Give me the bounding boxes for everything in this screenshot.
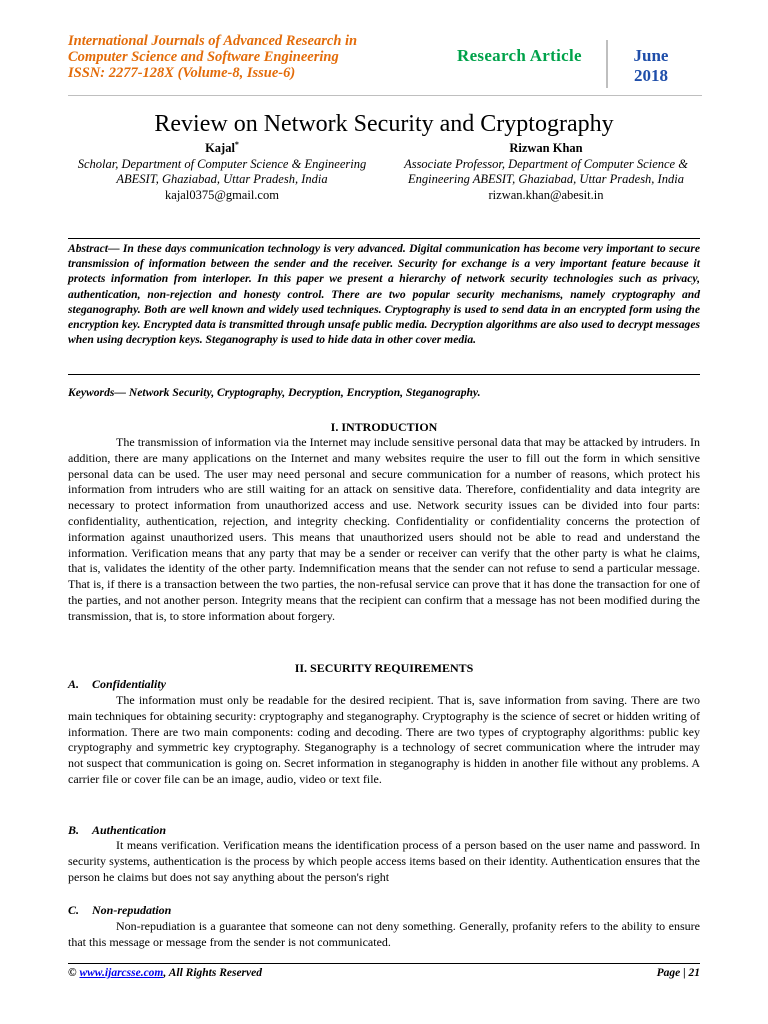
author-email: rizwan.khan@abesit.in <box>488 187 604 202</box>
abstract-top-rule <box>68 238 700 239</box>
footer-copyright: © www.ijarcsse.com, All Rights Reserved <box>68 967 262 979</box>
author-name: Rizwan Khan <box>509 141 583 155</box>
publication-month: June <box>633 46 669 65</box>
header-rule <box>68 95 702 96</box>
author-affiliation-2: ABESIT, Ghaziabad, Uttar Pradesh, India <box>116 172 328 186</box>
journal-line-1: International Journals of Advanced Research in <box>68 33 358 49</box>
author-block-1 <box>60 141 384 203</box>
section-heading-security-requirements: II. SECURITY REQUIREMENTS <box>294 661 474 675</box>
journal-issn: ISSN: 2277-128X (Volume-8, Issue-6) <box>68 65 296 81</box>
header-divider <box>606 40 608 88</box>
abstract-bottom-rule <box>68 374 700 375</box>
confidentiality-paragraph: The information must only be readable for the desired recipient. That is, save information from saving. There are two main techniques for obtaining security: cryptography and steganography. Cryptography is the science of secret or hidden writing of information. There are two main components: coding and decoding. There are two types of cryptography algorithms: public key cryptography and symmetric key cryptography. Steganography is a technology of secret communication where the intruder may not suspect that communication is going on. Secret information in steganography is hidden in another file without any problems. A carrier file or cover file can be an image, audio, video or text file. <box>68 693 700 786</box>
abstract <box>68 241 700 347</box>
paper-title: Review on Network Security and Cryptography <box>154 111 614 137</box>
publication-year: 2018 <box>634 66 668 85</box>
abstract-text: In these days communication technology is very advanced. Digital communication has become very important to secure transmission of information between the sender and the receiver. Security for exchange is a very important feature because it protects information from interloper. In this paper we present a hierarchy of network security technologies such as privacy, authentication, non-rejection and honesty control. There are two popular security mechanisms, namely cryptography and steganography. Both are well known and widely used techniques. Cryptography is used to send data in an encrypted form using the encryption key. Encrypted data is transmitted through unsafe public media. Decryption algorithms are also used to decrypt messages when using decryption keys. Steganography is used to hide data in other cover media. <box>68 242 700 347</box>
non-repudation-paragraph: Non-repudiation is a guarantee that someone can not deny something. Generally, profanity refers to the ability to ensure that this message or message from the sender is not communicated. <box>68 919 700 949</box>
section-heading-introduction: I. INTRODUCTION <box>330 420 438 434</box>
publication-date <box>612 46 690 86</box>
keywords: Keywords— Network Security, Cryptography, Decryption, Encryption, Steganography. <box>68 386 481 399</box>
author-affiliation-1: Scholar, Department of Computer Science & Engineering <box>77 156 367 171</box>
journal-name <box>68 33 408 81</box>
author-name: Kajal* <box>205 139 239 155</box>
abstract-label: Abstract— <box>68 242 120 255</box>
author-affiliation-1: Associate Professor, Department of Computer Science & <box>404 156 688 171</box>
subsection-heading-non-repudation: C. Non-repudation <box>68 903 172 917</box>
footer-rule <box>68 963 700 964</box>
article-type: Research Article <box>457 46 582 65</box>
author-affiliation-2: Engineering ABESIT, Ghaziabad, Uttar Pradesh, India <box>408 172 684 186</box>
author-block-2 <box>384 141 708 203</box>
introduction-paragraph: The transmission of information via the Internet may include sensitive personal data that may be attacked by intruders. In addition, there are many applications on the Internet and many websites require the user to fill out the form in which sensitive personal data can be used. The user may need personal and secure communication for a number of reasons, which protect his information from intruders who are still waiting for an attack on sensitive data. Therefore, confidentiality and data integrity are necessary to protect information from unauthorized access and use. Network security issues can be divided into four parts: confidentiality, authentication, rejection, and integrity checking. Confidentiality or confidentiality concerns the protection of information against unauthorized users. This means that unauthorized users should not be able to read and understand the information. Verification means that any party that may be a sender or receiver can verify that the other party is what he claims, that is, validates the identity of the other party. Indemnification means that the sender can not refuse to send a particular message. That is, if there is a transaction between the two parties, the non-refusal service can prove that it has done the transaction for one of the parties, and not another person. Integrity means that the recipient can confirm that a message has not been modified during the transmission, that is, to store information about forgery. <box>68 435 700 623</box>
journal-website-link[interactable]: www.ijarcsse.com <box>79 967 164 979</box>
subsection-heading-authentication: B. Authentication <box>68 823 167 837</box>
page-number: Page | 21 <box>656 967 700 979</box>
journal-line-2: Computer Science and Software Engineering <box>68 49 339 65</box>
author-mark: * <box>234 139 239 149</box>
authentication-paragraph: It means verification. Verification means the identification process of a person based on the user name and password. In security systems, authentication is the process by which people access items based on their identity. Authentication ensures that the person he claims but does not say anything about the person's right <box>68 838 700 884</box>
author-email: kajal0375@gmail.com <box>165 187 279 202</box>
subsection-heading-confidentiality: A. Confidentiality <box>68 677 167 691</box>
